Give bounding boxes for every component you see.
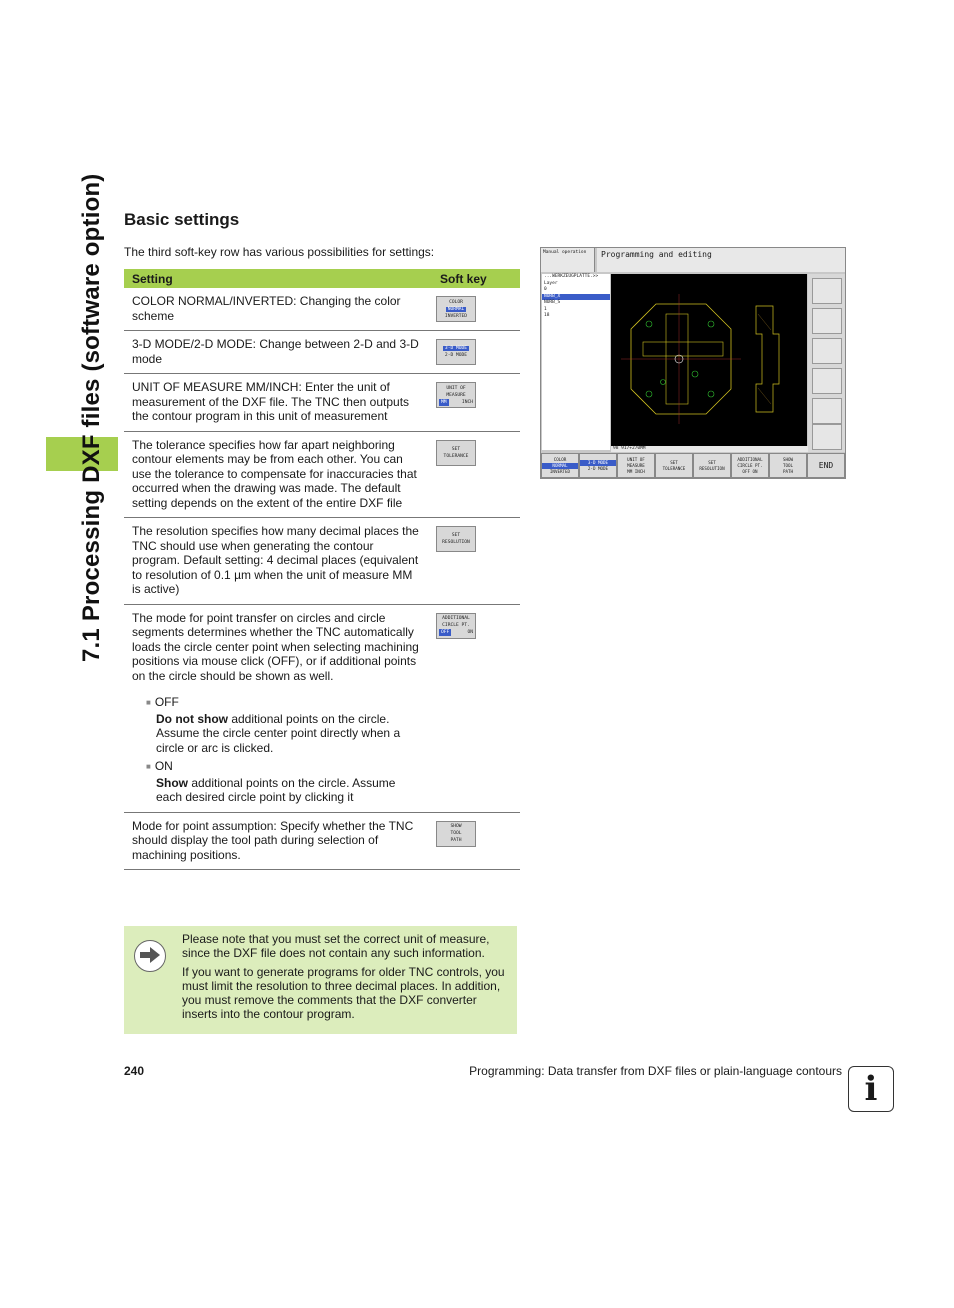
row-text: COLOR NORMAL/INVERTED: Changing the color scheme [124,288,432,331]
note-paragraph: Please note that you must set the correct unit of measure, since the DXF file does not contain any such information. [182,932,490,960]
side-softkey[interactable] [812,338,842,364]
table-row [124,812,520,870]
softkey-3d-mode[interactable]: 3-D MODE 2-D MODE [436,339,476,365]
row-text: UNIT OF MEASURE MM/INCH: Enter the unit of measurement of the DXF file. The TNC then outputs the contour program in this unit of measurement [124,374,432,432]
header-softkey: Soft key [432,269,520,288]
tree-item[interactable]: ...WERKZEUGPLATTE.>> [544,274,599,279]
tnc-screenshot [540,247,846,479]
softkey-additional-circle-pt[interactable]: ADDITIONAL CIRCLE PT. OFF ON [436,613,476,639]
softkey-tolerance[interactable]: SET TOLERANCE [655,453,693,478]
row-text: The tolerance specifies how far apart neighboring contour elements may be from each other. You can use the tolerance to compensate for inaccuracies that occurred when the drawing was made. The default setting depends on the extent of the entire DXF file [124,431,432,518]
side-softkey[interactable] [812,278,842,304]
info-icon: i [848,1066,894,1112]
softkey-set-tolerance[interactable]: SET TOLERANCE [436,440,476,466]
table-row [124,604,520,812]
tree-item[interactable]: 18 [544,313,550,318]
softkey-unit-of-measure[interactable]: UNIT OF MEASURE MM INCH [436,382,476,408]
row-text: 3-D MODE/2-D MODE: Change between 2-D and 3-D mode [124,331,432,374]
row-text: Mode for point assumption: Specify whether the TNC should display the tool path during selection of machining positions. [124,812,432,870]
mode-label: Manual operation [541,248,595,272]
right-softkey-bar [808,274,845,452]
bullet-off: ■ OFF Do not show additional points on the circle. Assume the circle center point directly when a circle or arc is clicked. [146,695,424,755]
softkey-show-tool-path[interactable]: SHOW TOOL PATH [436,821,476,847]
softkey-resolution[interactable]: SET RESOLUTION [693,453,731,478]
side-softkey[interactable] [812,308,842,334]
table-row [124,374,520,432]
tree-item[interactable]: NURB_S [544,300,561,305]
softkey-set-resolution[interactable]: SET RESOLUTION [436,526,476,552]
header-setting: Setting [124,269,432,288]
settings-table [124,269,520,870]
row-text: The resolution specifies how many decimal places the TNC should use when generating the contour program. Default setting: 4 decimal places (equivalent to resolution of 0.1 µm when the unit of measure MM is active) [124,518,432,605]
tree-item[interactable]: NURB_X [542,294,610,301]
chapter-side-title: 7.1 Processing DXF files (software option) [78,173,105,662]
side-softkey[interactable] [812,424,842,450]
table-row [124,331,520,374]
tree-item[interactable]: 0 [544,287,547,292]
softkey-color[interactable]: COLOR NORMAL INVERTED [541,453,579,478]
softkey-row [541,453,845,478]
tree-item[interactable]: Layer [544,280,558,286]
screen-title: Programming and editing [597,248,845,272]
note-paragraph: If you want to generate programs for older TNC controls, you must limit the resolution to three decimal places. In addition, you must remove the comments that the DXF converter inserts into the contour program. [182,965,505,1021]
status-line: 98 917+270MM [611,446,809,452]
softkey-3d-mode[interactable]: 3-D MODE 2-D MODE [579,453,617,478]
intro-text: The third soft-key row has various possibilities for settings: [124,245,435,259]
row-text: The mode for point transfer on circles and circle segments determines whether the TNC automatically loads the circle center point when selecting machining positions via mouse click (OFF), or if additional points on the circle should be shown as well. [132,610,419,683]
softkey-end[interactable]: END [807,453,845,478]
footer-text: Programming: Data transfer from DXF files or plain-language contours [469,1064,842,1078]
section-heading: Basic settings [124,210,240,229]
dxf-drawing [611,274,807,446]
softkey-unit[interactable]: UNIT OF MEASURE MM INCH [617,453,655,478]
softkey-color[interactable]: COLOR NORMAL INVERTED [436,296,476,322]
table-header [124,269,520,288]
softkey-tool-path[interactable]: SHOW TOOL PATH [769,453,807,478]
table-row [124,518,520,605]
side-softkey[interactable] [812,398,842,424]
softkey-circle-pt[interactable]: ADDITIONAL CIRCLE PT. OFF ON [731,453,769,478]
bullet-on: ■ ON Show additional points on the circle. Assume each desired circle point by clicking it [146,759,424,805]
table-row [124,288,520,331]
side-softkey[interactable] [812,368,842,394]
tree-item[interactable]: 1 [544,306,547,312]
arrow-right-icon [134,940,166,972]
note-box [124,926,517,1034]
page-number: 240 [124,1064,145,1078]
drawing-canvas[interactable] [611,274,807,446]
table-row [124,431,520,518]
layer-tree [542,274,610,450]
